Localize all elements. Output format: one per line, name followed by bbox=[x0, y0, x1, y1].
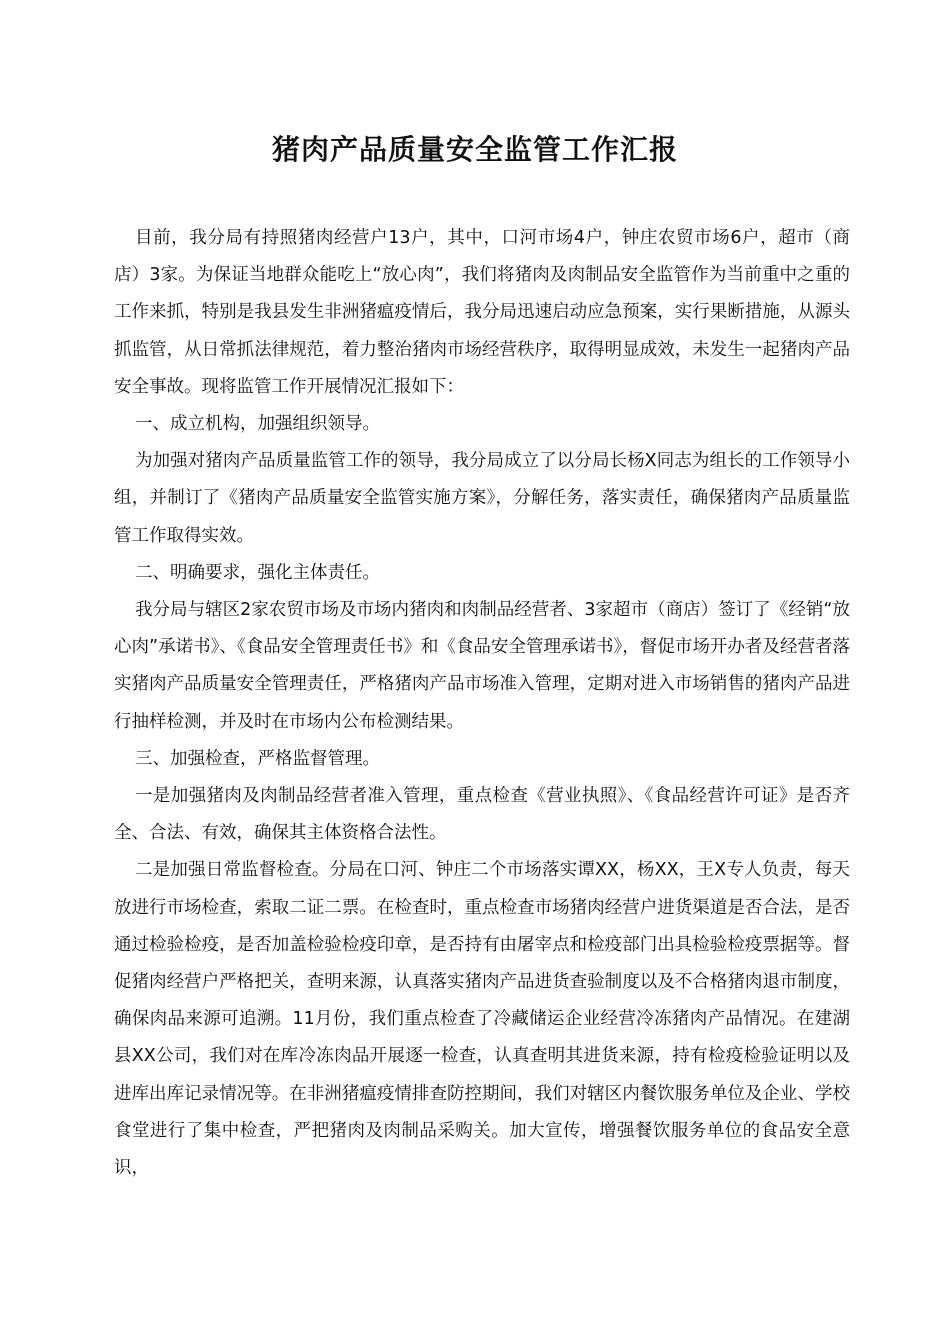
section-paragraph-1: 为加强对猪肉产品质量监管工作的领导，我分局成立了以分局长杨X同志为组长的工作领导小组，并制订了《猪肉产品质量安全监管实施方案》，分解任务，落实责任，确保猪肉产品质量监管工作取得实效。 bbox=[114, 451, 850, 546]
section-heading-3: 三、加强检查，严格监督管理。 bbox=[135, 748, 380, 769]
section-heading-1: 一、成立机构，加强组织领导。 bbox=[135, 414, 380, 435]
section-paragraph-3b: 二是加强日常监督检查。分局在口河、钟庄二个市场落实谭XX，杨XX，王X专人负责，每天放进行市场检查，索取二证二票。在检查时，重点检查市场猪肉经营户进货渠道是否合法，是否通过检验检疫，是否加盖检验检疫印章，是否持有由屠宰点和检疫部门出具检验检疫票据等。督促猪肉经营户严格把关，查明来源，认真落实猪肉产品进货查验制度以及不合格猪肉退市制度，确保肉品来源可追溯。11月份，我们重点检查了冷藏储运企业经营冷冻猪肉产品情况。在建湖县XX公司，我们对在库冷冻肉品开展逐一检查，认真查明其进货来源，持有检疫检验证明以及进库出库记录情况等。在非洲猪瘟疫情排查防控期间，我们对辖区内餐饮服务单位及企业、学校食堂进行了集中检查，严把猪肉及肉制品采购关。加大宣传，增强餐饮服务单位的食品安全意识， bbox=[114, 860, 850, 1179]
intro-paragraph: 目前，我分局有持照猪肉经营户13户，其中，口河市场4户，钟庄农贸市场6户，超市（商店）3家。为保证当地群众能吃上“放心肉”，我们将猪肉及肉制品安全监管作为当前重中之重的工作来抓，特别是我县发生非洲猪瘟疫情后，我分局迅速启动应急预案，实行果断措施，从源头抓监管，从日常抓法律规范，着力整治猪肉市场经营秩序，取得明显成效，未发生一起猪肉产品安全事故。现将监管工作开展情况汇报如下： bbox=[114, 228, 850, 397]
document-body bbox=[114, 220, 850, 1187]
document-title: 猪肉产品质量安全监管工作汇报 bbox=[271, 133, 678, 166]
section-heading-2: 二、明确要求，强化主体责任。 bbox=[135, 562, 380, 583]
section-paragraph-2: 我分局与辖区2家农贸市场及市场内猪肉和肉制品经营者、3家超市（商店）签订了《经销“放心肉”承诺书》、《食品安全管理责任书》和《食品安全管理承诺书》，督促市场开办者及经营者落实猪肉产品质量安全管理责任，严格猪肉产品市场准入管理，定期对进入市场销售的猪肉产品进行抽样检测，并及时在市场内公布检测结果。 bbox=[114, 600, 850, 732]
section-paragraph-3a: 一是加强猪肉及肉制品经营者准入管理，重点检查《营业执照》、《食品经营许可证》是否齐全、合法、有效，确保其主体资格合法性。 bbox=[114, 786, 850, 844]
